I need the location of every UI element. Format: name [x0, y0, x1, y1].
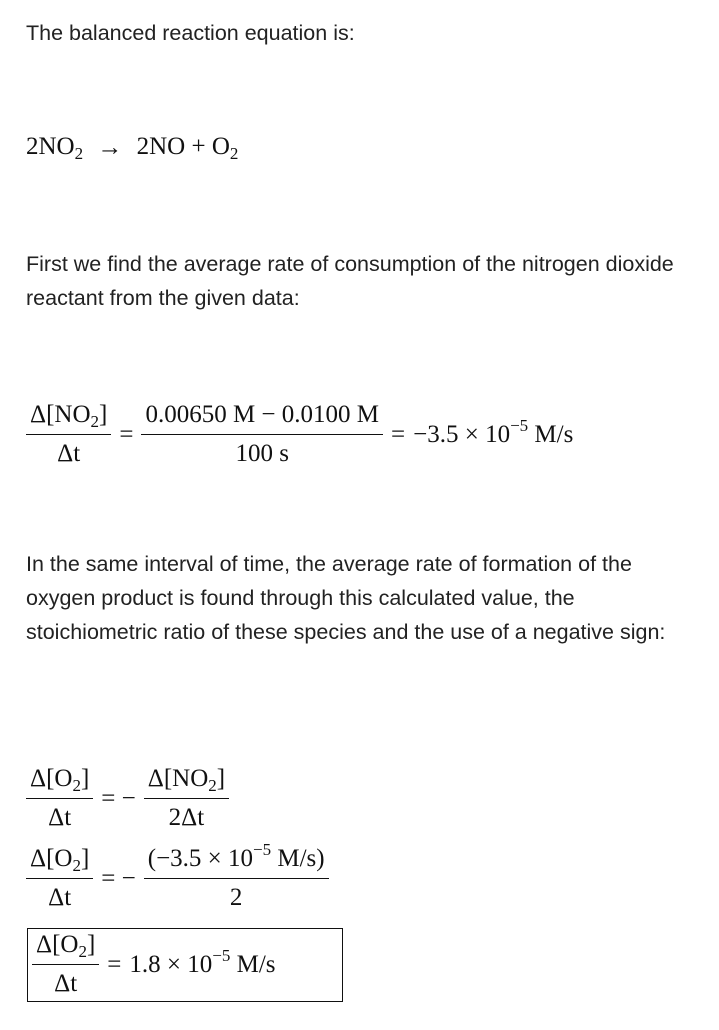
- reaction-arrow: →: [97, 134, 123, 162]
- equals-negative: = −: [101, 784, 136, 812]
- o2-rate-equation-2: [26, 842, 329, 915]
- no2-rate-fraction: $\frac{\Delta[NO_2]}{\Delta t}$: [26, 398, 111, 471]
- equals-sign-final: =: [107, 950, 122, 978]
- o2-rate-final-equation: [32, 928, 276, 1001]
- equals-sign-2: =: [391, 420, 406, 448]
- reactant-no2: $2NO_2$: [26, 133, 84, 163]
- o2-rate-fraction: $\frac{\Delta[O_2]}{\Delta t}$: [26, 762, 93, 835]
- substituted-fraction: $\frac{(-3.5 \times 10^{-5} M/s)}{2}$: [144, 842, 329, 915]
- no2-rate-result: $-3.5 \times 10^{-5}$ M/s: [413, 415, 574, 448]
- no2-rate-equation: [26, 398, 573, 471]
- consumption-text: First we find the average rate of consumption of the nitrogen dioxide reactant from the given data:: [26, 252, 674, 310]
- formation-text: In the same interval of time, the average rate of formation of the oxygen product is found through this calculated value, the stoichiometric ratio of these species and the use of a negative sign:: [26, 552, 666, 644]
- o2-rate-equation-1: [26, 762, 229, 835]
- equals-sign: =: [119, 420, 134, 448]
- o2-rate-result: $1.8 \times 10^{-5}$ M/s: [129, 945, 276, 978]
- intro-text: The balanced reaction equation is:: [26, 21, 355, 45]
- products: $2NO + O_2$: [136, 133, 239, 163]
- equals-negative-2: = −: [101, 864, 136, 892]
- reaction-equation: [26, 133, 238, 162]
- o2-rate-fraction-2: $\frac{\Delta[O_2]}{\Delta t}$: [26, 842, 93, 915]
- o2-rate-fraction-final: $\frac{\Delta[O_2]}{\Delta t}$: [32, 928, 99, 1001]
- concentration-change-fraction: $\frac{0.00650 M - 0.0100 M}{100 s}$: [141, 398, 383, 471]
- stoichiometric-fraction: $\frac{\Delta[NO_2]}{2\Delta t}$: [144, 762, 229, 835]
